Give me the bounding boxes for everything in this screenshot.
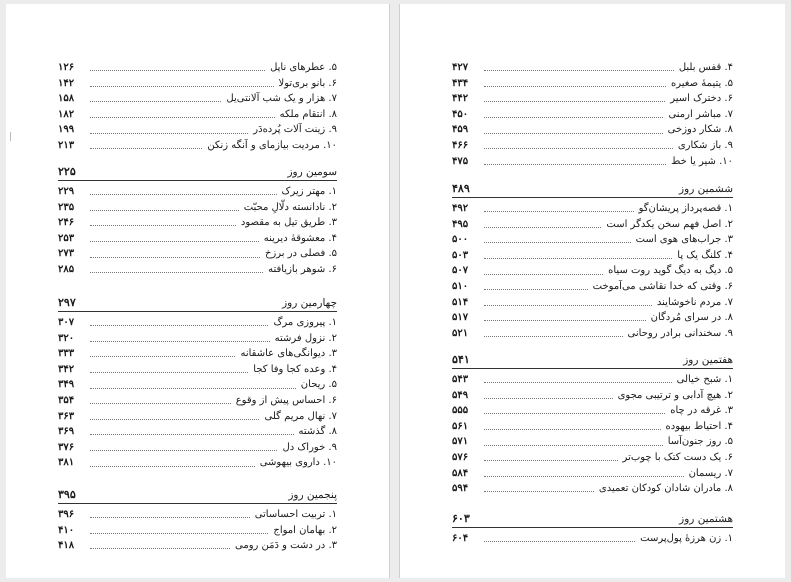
- toc-entry: [58, 138, 337, 154]
- entry-page-number: ۵۴۳: [452, 374, 469, 385]
- dot-leader: [484, 117, 663, 118]
- toc-entry: [58, 346, 337, 362]
- entry-page-number: ۳۶۹: [58, 426, 75, 438]
- entry-page-number: ۴۵۰: [452, 108, 469, 120]
- toc-entry: [58, 60, 337, 76]
- dot-leader: [484, 413, 665, 414]
- toc-entry: [452, 91, 733, 107]
- section-heading: [58, 293, 337, 312]
- entry-page-number: ۱۹۹: [58, 124, 75, 136]
- toc-entry: [58, 523, 337, 539]
- entry-page-number: ۲۳۵: [58, 201, 75, 213]
- section-page-number: ۲۲۵: [58, 165, 76, 178]
- section-page-number: ۵۴۱: [452, 353, 470, 366]
- entry-title: ۶. احساس پیش از وقوع: [235, 394, 337, 406]
- toc-entry: [58, 215, 337, 231]
- entry-title: ۸. انتقام ملکه: [279, 108, 337, 120]
- entry-page-number: ۳۸۱: [58, 457, 75, 469]
- entry-page-number: ۵۱۴: [452, 296, 469, 308]
- dot-leader: [484, 476, 684, 477]
- dot-leader: [90, 70, 265, 71]
- entry-title: ۴. کلنگ یک پا: [677, 249, 733, 261]
- entry-page-number: ۱۵۸: [58, 93, 75, 105]
- entry-title: ۳. طریق تیل به مقصود: [240, 217, 337, 229]
- entry-title: ۱. قصه‌پرداز پریشان‌گو: [638, 203, 733, 214]
- toc-entry: [452, 434, 733, 450]
- entry-title: ۵. ریحان: [300, 379, 337, 391]
- dot-leader: [484, 429, 661, 430]
- toc-entry: [58, 246, 337, 262]
- toc-entry: [58, 507, 337, 523]
- section-entries: [452, 372, 733, 497]
- dot-leader: [90, 403, 231, 404]
- dot-leader: [484, 86, 666, 87]
- entry-title: ۵. دیگ به دیگ گوید روت سیاه: [608, 265, 733, 277]
- entry-title: ۸. در سرای مُردگان: [650, 312, 733, 324]
- toc-entry: [452, 201, 733, 217]
- entry-page-number: ۲۷۳: [58, 248, 75, 260]
- toc-entry: [58, 393, 337, 409]
- toc-entry: [452, 60, 733, 76]
- entry-page-number: ۵۱۷: [452, 312, 469, 324]
- entry-page-number: ۴۳۴: [452, 77, 469, 89]
- entry-page-number: ۱۲۶: [58, 62, 75, 73]
- toc-entry: [452, 107, 733, 123]
- toc-entry: [58, 331, 337, 347]
- dot-leader: [484, 148, 673, 149]
- entry-page-number: ۵۰۷: [452, 265, 469, 277]
- section-entries: [452, 201, 733, 341]
- toc-entry: [58, 538, 337, 554]
- entry-title: ۸. شکار دوزخی: [667, 124, 733, 136]
- section-heading: [58, 485, 337, 504]
- entry-title: ۱. شبح خیالی: [676, 374, 733, 385]
- dot-leader: [484, 336, 623, 337]
- dot-leader: [90, 86, 274, 87]
- dot-leader: [90, 548, 230, 549]
- entry-title: ۹. باز شکاری: [677, 139, 733, 151]
- toc-entry: [452, 122, 733, 138]
- toc-entry: [58, 424, 337, 440]
- entry-page-number: ۴۲۷: [452, 62, 469, 73]
- entry-page-number: ۴۹۲: [452, 203, 469, 214]
- entry-title: ۹. زینت آلات پُرده‌دَر: [253, 124, 337, 136]
- section-heading: [452, 509, 733, 528]
- entry-page-number: ۲۴۶: [58, 217, 75, 229]
- section-title: هفتمین روز: [683, 354, 733, 366]
- entry-title: ۶. بانو بری‌تولا: [278, 77, 337, 89]
- dot-leader: [484, 164, 666, 165]
- entry-title: ۳. غرقه در چاه: [670, 405, 733, 417]
- entry-title: ۷. نهال مریم گلی: [264, 410, 337, 422]
- entry-title: ۴. وعده کجا وفا کجا: [253, 363, 337, 375]
- dot-leader: [484, 133, 663, 134]
- margin-mark: [10, 132, 11, 141]
- section-page-number: ۲۹۷: [58, 296, 76, 309]
- entry-title: ۱. پیروزی مرگ: [273, 317, 337, 328]
- right-page: [399, 4, 785, 578]
- section-page-number: ۴۸۹: [452, 182, 470, 195]
- entry-page-number: ۵۴۹: [452, 389, 469, 401]
- dot-leader: [90, 434, 294, 435]
- entry-title: ۷. هزار و یک شب آلانتی‌یل: [226, 93, 337, 105]
- toc-entry: [452, 481, 733, 497]
- dot-leader: [484, 258, 672, 259]
- dot-leader: [90, 257, 260, 258]
- entry-page-number: ۵۰۰: [452, 234, 469, 246]
- dot-leader: [484, 491, 594, 492]
- entry-title: ۶. شوهر بازیافته: [268, 263, 337, 275]
- section-entries: [452, 531, 733, 547]
- entry-title: ۳. جراب‌های هوی است: [635, 234, 733, 246]
- toc-entry: [58, 262, 337, 278]
- entry-page-number: ۱۴۲: [58, 77, 75, 89]
- entry-page-number: ۴۴۲: [452, 93, 469, 105]
- dot-leader: [90, 450, 277, 451]
- entry-title: ۲. هیچ آدابی و ترتیبی مجوی: [617, 389, 733, 401]
- entry-page-number: ۵۷۱: [452, 436, 469, 448]
- entry-page-number: ۲۲۹: [58, 186, 75, 197]
- entry-page-number: ۵۷۶: [452, 451, 469, 463]
- entry-page-number: ۳۰۷: [58, 317, 75, 328]
- dot-leader: [90, 419, 259, 420]
- toc-entry: [452, 232, 733, 248]
- toc-entry: [58, 91, 337, 107]
- dot-leader: [90, 325, 268, 326]
- dot-leader: [90, 194, 277, 195]
- entry-page-number: ۳۷۶: [58, 441, 75, 453]
- toc-entry: [58, 315, 337, 331]
- entry-title: ۵. فصلی در برزخ: [264, 248, 337, 260]
- entry-title: ۴. قفس بلبل: [678, 62, 733, 73]
- entry-page-number: ۲۵۳: [58, 232, 75, 244]
- entry-page-number: ۵۵۵: [452, 405, 469, 417]
- section-title: هشتمین روز: [679, 513, 733, 525]
- dot-leader: [90, 210, 239, 211]
- entry-title: ۶. وقتی که خدا نقاشی می‌آموخت: [592, 280, 733, 292]
- entry-title: ۹. خوراک دل: [282, 441, 337, 453]
- section-heading: [452, 350, 733, 369]
- entry-title: ۷. مباشر ارمنی: [668, 108, 733, 120]
- entry-page-number: ۶۰۴: [452, 533, 469, 544]
- entry-title: ۵. یتیمهٔ صغیره: [671, 77, 733, 89]
- entry-title: ۲. بهامان امواج: [273, 524, 337, 536]
- toc-entry: [452, 450, 733, 466]
- entry-title: ۲. نادانسته دلّالِ محبّت: [243, 201, 337, 213]
- entry-title: ۱. تربیت احساساتی: [254, 509, 337, 520]
- entry-page-number: ۵۱۰: [452, 280, 469, 292]
- dot-leader: [484, 305, 652, 306]
- toc-entry: [58, 122, 337, 138]
- entry-page-number: ۲۸۵: [58, 263, 75, 275]
- entry-page-number: ۳۳۳: [58, 348, 75, 360]
- dot-leader: [90, 117, 275, 118]
- section-title: سومین روز: [287, 166, 337, 178]
- toc-entry: [452, 248, 733, 264]
- dot-leader: [90, 272, 263, 273]
- entry-title: ۸. گذشته: [298, 426, 337, 438]
- entry-page-number: ۴۱۰: [58, 524, 75, 536]
- entry-title: ۱۰. مردیت بیازمای و آنگه زنکن: [207, 139, 337, 151]
- dot-leader: [484, 211, 634, 212]
- entry-page-number: ۲۱۳: [58, 139, 75, 151]
- toc-entry: [452, 419, 733, 435]
- dot-leader: [90, 133, 248, 134]
- dot-leader: [484, 70, 674, 71]
- dot-leader: [484, 320, 646, 321]
- toc-entry: [452, 310, 733, 326]
- section-day-8: [452, 509, 733, 547]
- dot-leader: [90, 341, 270, 342]
- entry-title: ۶. یک دست کتک با چوب‌تر: [622, 451, 733, 463]
- toc-entry: [452, 138, 733, 154]
- left-top-list: [58, 60, 337, 154]
- dot-leader: [90, 466, 255, 467]
- entry-page-number: ۵۰۳: [452, 249, 469, 261]
- toc-entry: [452, 154, 733, 170]
- section-entries: [58, 507, 337, 554]
- dot-leader: [90, 388, 296, 389]
- entry-title: ۷. مردم ناخوشایند: [656, 296, 733, 308]
- toc-entry: [58, 409, 337, 425]
- dot-leader: [90, 517, 250, 518]
- dot-leader: [484, 398, 613, 399]
- section-title: ششمین روز: [679, 183, 733, 195]
- toc-entry: [58, 440, 337, 456]
- entry-title: ۲. نزول فرشته: [274, 332, 337, 344]
- toc-entry: [58, 231, 337, 247]
- entry-title: ۷. ریسمان: [688, 467, 733, 479]
- section-page-number: ۶۰۳: [452, 512, 470, 525]
- entry-page-number: ۳۴۹: [58, 379, 75, 391]
- entry-page-number: ۴۱۸: [58, 540, 75, 552]
- dot-leader: [90, 533, 268, 534]
- toc-entry: [452, 263, 733, 279]
- entry-page-number: ۵۹۴: [452, 483, 469, 495]
- entry-title: ۶. دخترک اسیر: [670, 93, 733, 105]
- dot-leader: [90, 356, 235, 357]
- entry-title: ۹. سخندانی برادر روحانی: [627, 327, 733, 339]
- dot-leader: [90, 225, 236, 226]
- section-day-6: [452, 179, 733, 341]
- toc-entry: [452, 217, 733, 233]
- toc-entry: [58, 184, 337, 200]
- section-day-4: [58, 293, 337, 471]
- dot-leader: [484, 274, 603, 275]
- section-page-number: ۳۹۵: [58, 488, 76, 501]
- entry-page-number: ۴۷۵: [452, 155, 469, 167]
- right-top-list: [452, 60, 733, 169]
- section-day-5: [58, 485, 337, 554]
- left-page: [6, 4, 390, 578]
- entry-page-number: ۵۲۱: [452, 327, 469, 339]
- entry-title: ۳. در دشت و دَمَن رومی: [235, 540, 337, 552]
- dot-leader: [484, 541, 635, 542]
- toc-entry: [58, 455, 337, 471]
- section-entries: [58, 184, 337, 278]
- toc-entry: [452, 372, 733, 388]
- entry-title: ۱. مهتر زیرک: [281, 186, 337, 197]
- toc-entry: [58, 377, 337, 393]
- toc-entry: [452, 388, 733, 404]
- toc-entry: [58, 362, 337, 378]
- toc-entry: [58, 200, 337, 216]
- section-heading: [58, 162, 337, 181]
- entry-title: ۵. عطرهای ناپل: [270, 62, 337, 73]
- entry-title: ۱۰. شیر یا خط: [671, 155, 733, 167]
- toc-entry: [452, 403, 733, 419]
- toc-entry: [452, 326, 733, 342]
- toc-entry: [452, 295, 733, 311]
- section-entries: [58, 315, 337, 471]
- entry-title: ۱. زن هرزهٔ پول‌پرست: [640, 533, 733, 544]
- entry-page-number: ۳۵۴: [58, 394, 75, 406]
- section-day-3: [58, 162, 337, 278]
- entry-page-number: ۳۹۶: [58, 509, 75, 520]
- entry-page-number: ۳۶۳: [58, 410, 75, 422]
- section-title: چهارمین روز: [282, 297, 337, 309]
- toc-entry: [58, 107, 337, 123]
- entry-page-number: ۴۶۶: [452, 139, 469, 151]
- entry-page-number: ۱۸۲: [58, 108, 75, 120]
- section-title: پنجمین روز: [288, 489, 337, 501]
- entry-page-number: ۵۶۱: [452, 420, 469, 432]
- dot-leader: [484, 382, 672, 383]
- entry-title: ۴. احتیاط بیهوده: [665, 420, 733, 432]
- entry-title: ۸. مادران شادان کودکان تعمیدی: [598, 483, 733, 495]
- toc-entry: [452, 531, 733, 547]
- toc-entry: [452, 279, 733, 295]
- dot-leader: [90, 372, 248, 373]
- dot-leader: [90, 148, 202, 149]
- entry-page-number: ۴۵۹: [452, 124, 469, 136]
- toc-entry: [452, 466, 733, 482]
- entry-title: ۵. روز جنون‌آسا: [667, 436, 733, 448]
- dot-leader: [484, 242, 631, 243]
- entry-title: ۳. دیوانگی‌های عاشقانه: [240, 348, 337, 360]
- entry-page-number: ۳۲۰: [58, 332, 75, 344]
- dot-leader: [90, 101, 221, 102]
- entry-page-number: ۳۴۲: [58, 363, 75, 375]
- entry-title: ۲. اصل فهم سخن یکدگر است: [606, 218, 733, 230]
- dot-leader: [90, 241, 259, 242]
- toc-entry: [58, 76, 337, 92]
- dot-leader: [484, 460, 618, 461]
- entry-title: ۱۰. داروی بیهوشی: [259, 457, 337, 469]
- entry-title: ۴. معشوقهٔ دیرینه: [263, 232, 337, 244]
- toc-entry: [452, 76, 733, 92]
- section-day-7: [452, 350, 733, 497]
- dot-leader: [484, 227, 601, 228]
- entry-page-number: ۴۹۵: [452, 218, 469, 230]
- dot-leader: [484, 101, 665, 102]
- section-heading: [452, 179, 733, 198]
- dot-leader: [484, 445, 663, 446]
- dot-leader: [484, 289, 588, 290]
- entry-page-number: ۵۸۴: [452, 467, 469, 479]
